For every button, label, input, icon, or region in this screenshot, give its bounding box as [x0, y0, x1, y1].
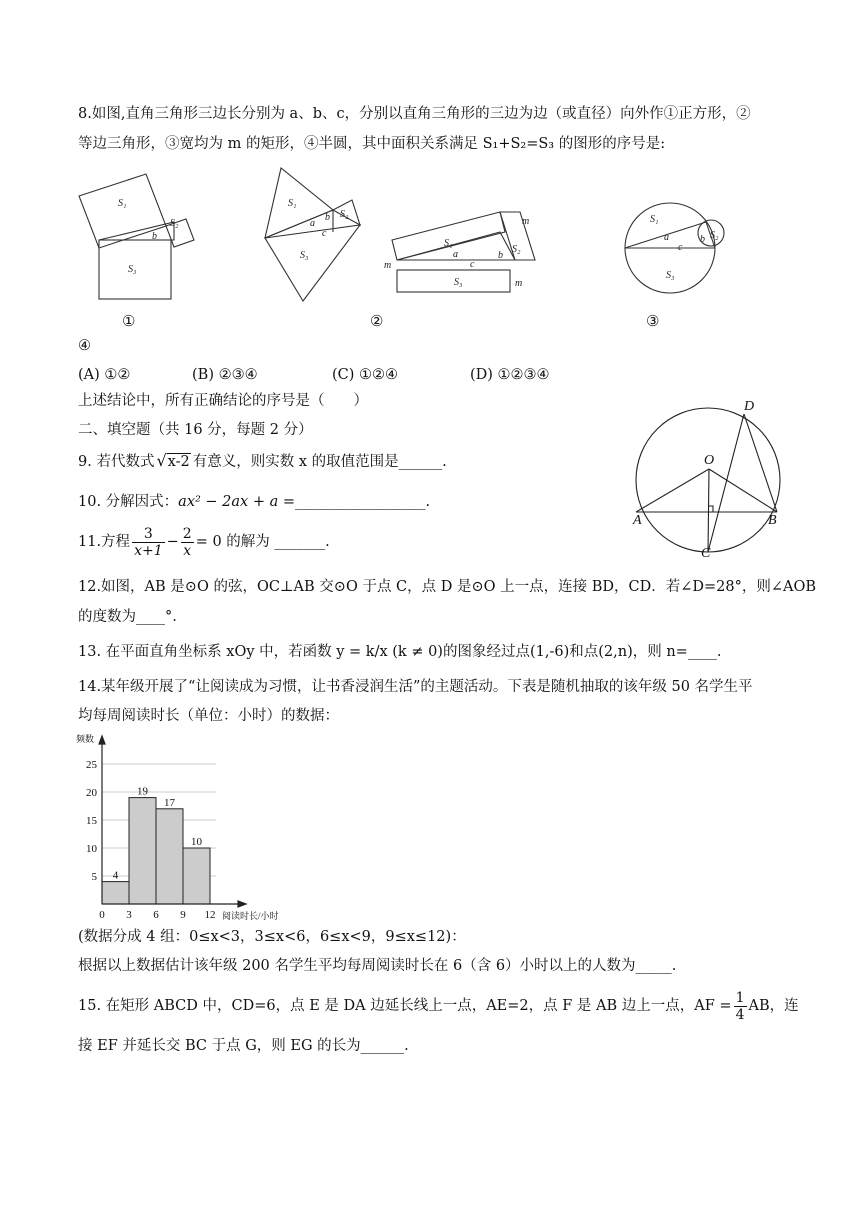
q10	[78, 492, 430, 512]
q11-blank: _______.	[274, 534, 330, 550]
q15-line1	[78, 986, 799, 1026]
q10-prefix: 10. 分解因式：	[78, 494, 179, 510]
q10-expression: ax² − 2ax + a =	[178, 494, 295, 510]
fig-label-1: ①	[122, 314, 136, 330]
fig2-a: a	[310, 218, 315, 229]
q11-fraction-2: $\frac{2}{x}$	[182, 525, 192, 559]
bar-value-label: 19	[137, 785, 148, 798]
bar-value-label: 10	[191, 836, 202, 848]
q9-prefix: 9. 若代数式	[78, 454, 155, 470]
q8-line1: 8.如图,直角三角形三边长分别为 a、b、c，分别以直角三角形的三边为边（或直径）向外作①正方形，②	[78, 106, 751, 122]
fig4-b: b	[700, 234, 705, 245]
y-tick-label: 20	[86, 787, 97, 799]
bar-value-label: 4	[112, 869, 119, 882]
y-axis-arrow	[99, 736, 105, 744]
q11-prefix: 11.方程	[78, 534, 131, 550]
fig3-c: c	[470, 259, 475, 270]
x-axis-title: 阅读时长/小时	[222, 911, 279, 921]
circle-label-o: O	[704, 453, 715, 468]
q15-line2: 接 EF 并延长交 BC 于点 G，则 EG 的长为______.	[78, 1038, 409, 1054]
x-tick-label: 0	[99, 909, 105, 921]
circle-label-c: C	[701, 546, 711, 560]
q12-line1: 12.如图，AB 是⊙O 的弦，OC⊥AB 交⊙O 于点 C，点 D 是⊙O 上一点，连接 BD，CD．若∠D=28°，则∠AOB	[78, 579, 817, 595]
x-tick-label: 9	[180, 909, 186, 921]
histogram-bar	[129, 798, 156, 904]
circle-figure	[632, 394, 784, 560]
circle-label-a: A	[633, 513, 642, 528]
q15-text-a: 15. 在矩形 ABCD 中，CD=6，点 E 是 DA 边延长线上一点，AE=2，点 F 是 AB 边上一点，	[78, 998, 695, 1014]
q14-line2: 均每周阅读时长（单位：小时）的数据：	[78, 708, 339, 724]
q14-line1: 14.某年级开展了“让阅读成为习惯，让书香浸润生活”的主题活动。下表是随机抽取的该年级 50 名学生平	[78, 679, 753, 695]
q15-af: AF =	[694, 998, 732, 1014]
q12-line2: 的度数为____°.	[78, 609, 177, 625]
fig1-s1: S₁	[118, 198, 127, 209]
y-tick-label: 15	[86, 815, 97, 827]
fig1-s2: S₂	[170, 218, 179, 229]
q10-blank: __________________.	[295, 494, 431, 510]
fig3-b: b	[498, 250, 503, 261]
q15-ab: AB，连	[748, 998, 799, 1014]
bar-value-label: 17	[164, 796, 175, 809]
x-tick-label: 3	[126, 909, 132, 921]
y-tick-label: 10	[86, 843, 97, 855]
q14-groups: (数据分成 4 组：0≤x<3，3≤x<6，6≤x<9，9≤x≤12)：	[78, 929, 466, 945]
fig1-b: b	[152, 231, 157, 242]
q11	[78, 522, 330, 562]
q11-fraction-1: $\frac{3}{x+1}$	[134, 525, 163, 559]
histogram-bar	[156, 809, 183, 904]
option-b: (B) ②③④	[192, 367, 258, 383]
fig4-c: c	[678, 242, 683, 253]
circle-label-d: D	[744, 399, 755, 414]
q14-question: 根据以上数据估计该年级 200 名学生平均每周阅读时长在 6（含 6）小时以上的人数为_____.	[78, 958, 677, 974]
option-a: (A) ①②	[78, 367, 131, 383]
q11-minus: −	[166, 534, 179, 550]
q9-radical: √x-2	[156, 451, 190, 470]
fig2-s1: S₁	[288, 198, 297, 209]
x-axis-arrow	[238, 901, 246, 907]
fig3-m-top: m	[522, 216, 530, 227]
fig-label-2: ②	[370, 314, 384, 330]
fig4-s1: S₁	[650, 214, 659, 225]
fig2-b: b	[325, 212, 330, 223]
fig2-c: c	[322, 228, 327, 239]
x-tick-label: 12	[204, 909, 216, 921]
q8-line2: 等边三角形，③宽均为 m 的矩形，④半圆，其中面积关系满足 S₁+S₂=S₃ 的图形的序号是:	[78, 136, 666, 152]
section-2-heading: 二、填空题（共 16 分，每题 2 分）	[78, 422, 313, 438]
fig3-s2: S₂	[512, 244, 521, 255]
fig3-m-right: m	[515, 278, 523, 289]
histogram-bar	[183, 848, 210, 904]
q9	[78, 451, 447, 472]
fig2-s3: S₃	[300, 250, 309, 261]
fig3-s3: S₃	[454, 277, 463, 288]
fig-label-4: ④	[78, 338, 91, 354]
fig3-a: a	[453, 249, 458, 260]
fig2-s2: S₂	[340, 209, 349, 220]
q13: 13. 在平面直角坐标系 xOy 中，若函数 y = k/x (k ≠ 0)的图象经过点(1,-6)和点(2,n)，则 n=____.	[78, 644, 722, 660]
x-tick-label: 6	[153, 909, 159, 921]
option-c: (C) ①②④	[332, 367, 399, 383]
fig4-s2: S₂	[710, 230, 719, 241]
fig4-a: a	[664, 232, 669, 243]
histogram-bar	[102, 882, 129, 904]
fig-label-3: ③	[646, 314, 660, 330]
fig4-s3: S₃	[666, 270, 675, 281]
y-axis-title: 频数	[76, 734, 95, 744]
q11-equals: = 0 的解为	[195, 534, 270, 550]
y-tick-label: 25	[86, 759, 97, 771]
fig3-s1: S₁	[444, 238, 453, 249]
y-tick-label: 5	[91, 871, 97, 883]
q9-radicand: x-2	[167, 454, 190, 470]
fig1-s3: S₃	[128, 264, 137, 275]
fig3-m-left: m	[384, 260, 392, 271]
q8-figures	[70, 160, 750, 345]
circle-label-b: B	[768, 513, 777, 528]
q8-tail: 上述结论中，所有正确结论的序号是（ ）	[78, 393, 368, 409]
option-d: (D) ①②③④	[470, 367, 550, 383]
q9-suffix: 有意义，则实数 x 的取值范围是______.	[192, 454, 447, 470]
histogram-chart	[72, 730, 292, 922]
q15-fraction: $\frac{1}{4}$	[735, 989, 745, 1023]
